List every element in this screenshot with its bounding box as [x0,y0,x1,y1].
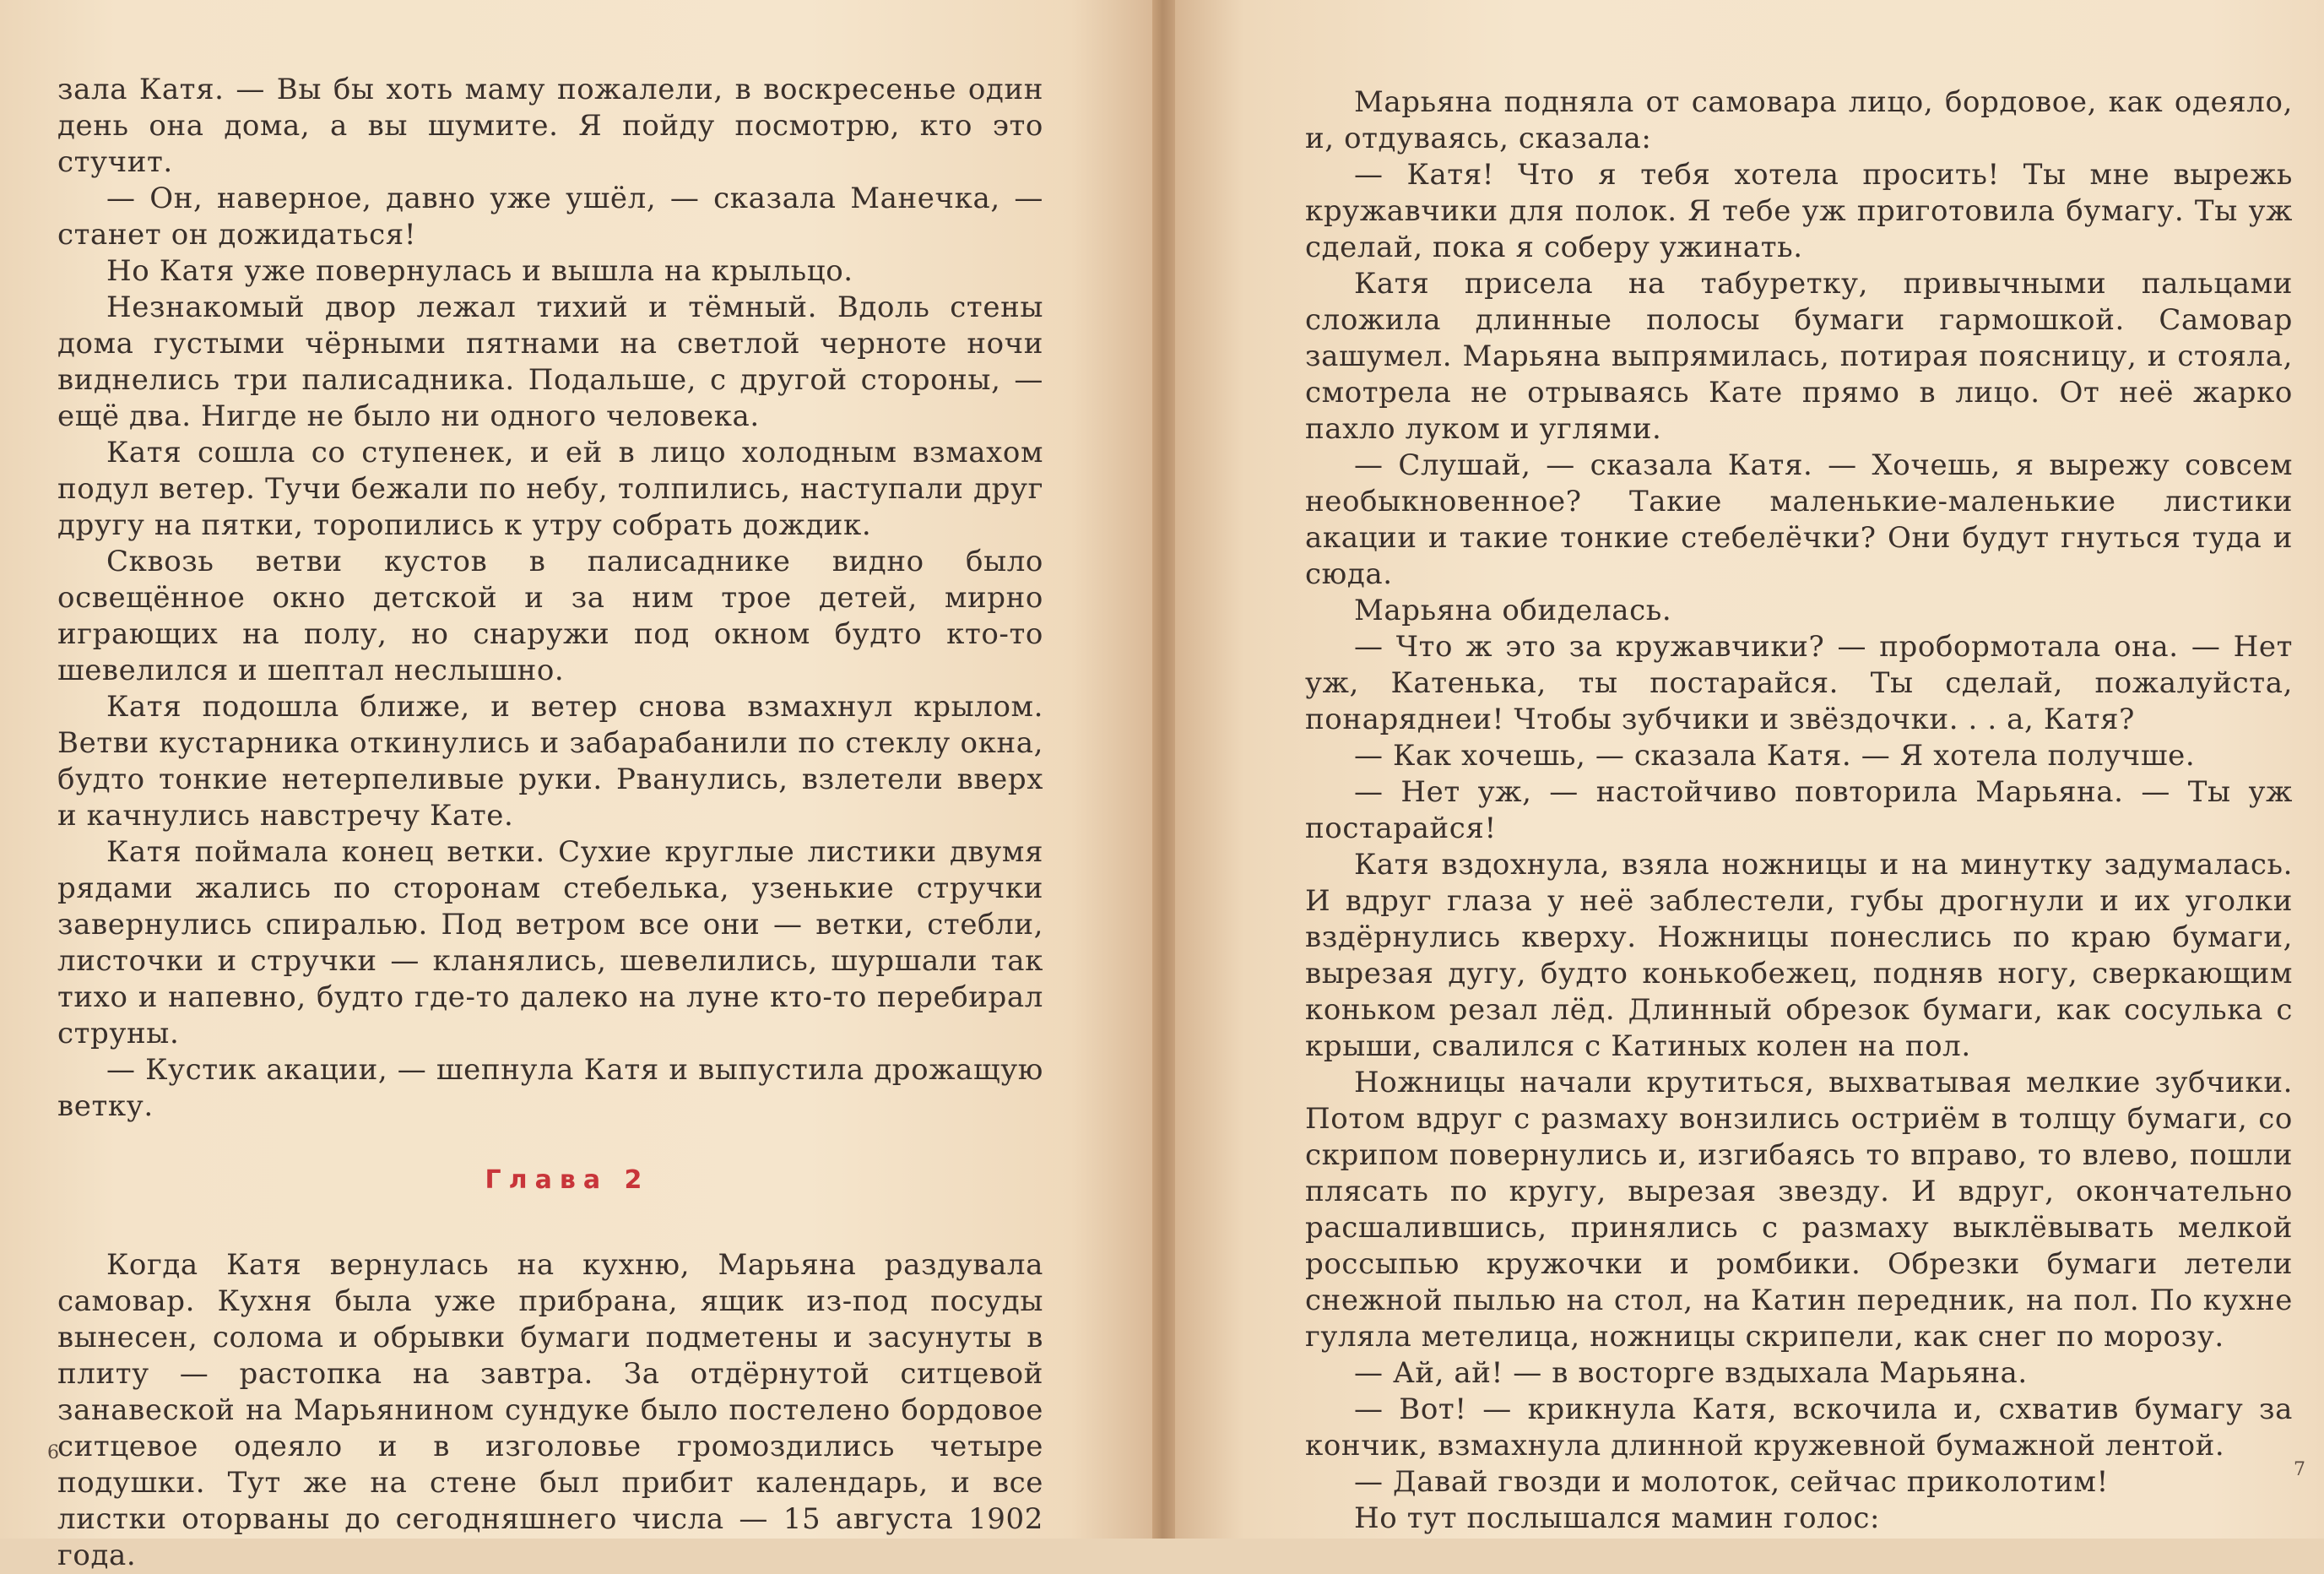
paragraph: Но тут послышался мамин голос: [1354,1501,1881,1535]
right-page [1175,0,2324,1539]
paragraph: — Он, наверное, давно уже ушёл, — сказала Манечка, — станет он дожидаться! [57,182,1043,252]
paragraph: Но Катя уже повернулась и вышла на крыльцо. [106,254,853,288]
paragraph: Катя подошла ближе, и ветер снова взмахнул крылом. Ветви кустарника откинулись и забарабанили по стеклу окна, будто тонкие нетерпеливые руки. Рванулись, взлетели вверх и качнулись навстречу Кате. [57,690,1043,833]
chapter-title: Глава 2 [485,1165,650,1195]
paragraph: — Катя! Что я тебя хотела просить! Ты мне вырежь кружавчики для полок. Я тебе уж приготовила бумагу. Ты уж сделай, пока я соберу ужинать. [1305,158,2293,264]
paragraph: Катя вздохнула, взяла ножницы и на минутку задумалась. И вдруг глаза у неё заблестели, губы дрогнули и их уголки вздёрнулись кверху. Ножницы понеслись по краю бумаги, вырезая дугу, будто конькобежец, подняв ногу, сверкающим коньком резал лёд. Длинный обрезок бумаги, как сосулька с крыши, свалился с Катиных колен на пол. [1305,848,2293,1063]
paragraph: — Кустик акации, — шепнула Катя и выпустила дрожащую ветку. [57,1053,1043,1123]
paragraph: Ножницы начали крутиться, выхватывая мелкие зубчики. Потом вдруг с размаху вонзились остриём в толщу бумаги, со скрипом повернулись и, изгибаясь то вправо, то влево, пошли плясать по кругу, вырезая звезду. И вдруг, окончательно расшалившись, принялись с размаху выклёвывать мелкой россыпью кружочки и ромбики. Обрезки бумаги летели снежной пылью на стол, на Катин передник, на пол. По кухне гуляла метелица, ножницы скрипели, как снег по морозу. [1305,1066,2293,1354]
right-page-text [1305,84,2293,1537]
left-page [0,0,1152,1572]
paragraph: Незнакомый двор лежал тихий и тёмный. Вдоль стены дома густыми чёрными пятнами на светлой черноте ночи виднелись три палисадника. Подальше, с другой стороны, — ещё два. Нигде не было ни одного человека. [57,290,1043,433]
paragraph: Марьяна подняла от самовара лицо, бордовое, как одеяло, и, отдуваясь, сказала: [1305,85,2293,155]
book-gutter [1152,0,1175,1539]
page-number-right: 7 [2294,1459,2305,1480]
paragraph: Сквозь ветви кустов в палисаднике видно было освещённое окно детской и за ним трое детей, мирно играющих на полу, но снаружи под окном будто кто-то шевелился и шептал неслышно. [57,545,1043,687]
paragraph: Катя поймала конец ветки. Сухие круглые листики двумя рядами жались по сторонам стебелька, узенькие стручки завернулись спиралью. Под ветром все они — ветки, стебли, листочки и стручки — кланялись, шевелились, шуршали так тихо и напевно, будто где-то далеко на луне кто-то перебирал струны. [57,835,1043,1050]
page-number-left: 6 [47,1442,59,1463]
paragraph: Когда Катя вернулась на кухню, Марьяна раздувала самовар. Кухня была уже прибрана, ящик из-под посуды вынесен, солома и обрывки бумаги подметены и засунуты в плиту — растопка на завтра. За отдёрнутой ситцевой занавеской на Марьянином сундуке было постелено бордовое ситцевое одеяло и в изголовье громоздились четыре подушки. Тут же на стене был прибит календарь, и все листки оторваны до сегодняшнего числа — 15 августа 1902 года. [57,1248,1043,1572]
paragraph: — Как хочешь, — сказала Катя. — Я хотела получше. [1354,739,2196,773]
paragraph: зала Катя. — Вы бы хоть маму пожалели, в воскресенье один день она дома, а вы шумите. Я пойду посмотрю, кто это стучит. [57,73,1043,179]
paragraph: — Нет уж, — настойчиво повторила Марьяна. — Ты уж постарайся! [1305,775,2293,845]
paragraph: Марьяна обиделась. [1354,594,1672,627]
paragraph: Катя присела на табуретку, привычными пальцами сложила длинные полосы бумаги гармошкой. Самовар зашумел. Марьяна выпрямилась, потирая поясницу, и стояла, смотрела не отрываясь Кате прямо в лицо. От неё жарко пахло луком и углями. [1305,267,2293,446]
paragraph: — Вот! — крикнула Катя, вскочила и, схватив бумагу за кончик, взмахнула длинной кружевной бумажной лентой. [1305,1392,2293,1463]
left-page-text [57,72,1043,1574]
paragraph: — Ай, ай! — в восторге вздыхала Марьяна. [1354,1356,2028,1390]
paragraph: — Что ж это за кружавчики? — пробормотала она. — Нет уж, Катенька, ты постарайся. Ты сделай, пожалуйста, понаряднеи! Чтобы зубчики и звёздочки. . . а, Катя? [1305,630,2293,736]
paragraph: Катя сошла со ступенек, и ей в лицо холодным взмахом подул ветер. Тучи бежали по небу, толпились, наступали друг другу на пятки, торопились к утру собрать дождик. [57,436,1043,542]
paragraph: — Слушай, — сказала Катя. — Хочешь, я вырежу совсем необыкновенное? Такие маленькие-маленькие листики акации и такие тонкие стебелёчки? Они будут гнуться туда и сюда. [1305,448,2293,591]
paragraph: — Давай гвозди и молоток, сейчас приколотим! [1354,1465,2109,1499]
